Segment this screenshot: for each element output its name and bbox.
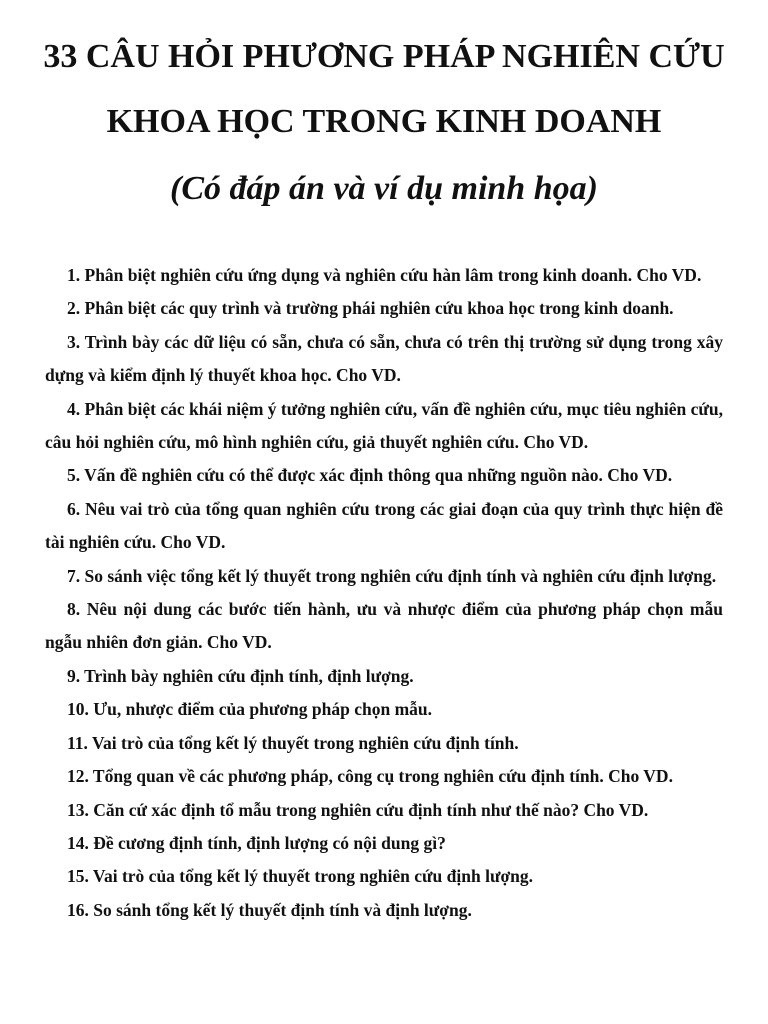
question-item-4: 4. Phân biệt các khái niệm ý tưởng nghiên cứu, vấn đề nghiên cứu, mục tiêu nghiên cứu, câu hỏi nghiên cứu, mô hình nghiên cứu, giả thuyết nghiên cứu. Cho VD.	[45, 398, 724, 453]
document-title-line-2: KHOA HỌC TRONG KINH DOANH	[106, 103, 662, 140]
question-item-16: 16. So sánh tổng kết lý thuyết định tính và định lượng.	[67, 899, 472, 920]
question-item-8: 8. Nêu nội dung các bước tiến hành, ưu và nhược điểm của phương pháp chọn mẫu ngẫu nhiên đơn giản. Cho VD.	[45, 599, 723, 653]
question-item-2: 2. Phân biệt các quy trình và trường phái nghiên cứu khoa học trong kinh doanh.	[67, 298, 674, 319]
question-item-6: 6. Nêu vai trò của tổng quan nghiên cứu trong các giai đoạn của quy trình thực hiện đề tài nghiên cứu. Cho VD.	[45, 498, 723, 553]
question-item-3: 3. Trình bày các dữ liệu có sẵn, chưa có sẵn, chưa có trên thị trường sử dụng trong xây dựng và kiểm định lý thuyết khoa học. Cho VD.	[45, 331, 723, 386]
document-title-line-1: 33 CÂU HỎI PHƯƠNG PHÁP NGHIÊN CỨU	[43, 38, 725, 75]
question-item-15: 15. Vai trò của tổng kết lý thuyết trong nghiên cứu định lượng.	[67, 866, 533, 887]
question-item-7: 7. So sánh việc tổng kết lý thuyết trong nghiên cứu định tính và nghiên cứu định lượng.	[67, 565, 717, 586]
document-subtitle: (Có đáp án và ví dụ minh họa)	[170, 170, 598, 207]
question-list	[45, 259, 723, 927]
question-item-12: 12. Tổng quan về các phương pháp, công cụ trong nghiên cứu định tính. Cho VD.	[67, 766, 673, 787]
question-item-11: 11. Vai trò của tổng kết lý thuyết trong nghiên cứu định tính.	[67, 732, 519, 753]
question-item-9: 9. Trình bày nghiên cứu định tính, định lượng.	[67, 665, 414, 686]
question-item-13: 13. Căn cứ xác định tổ mẫu trong nghiên cứu định tính như thế nào? Cho VD.	[67, 799, 649, 820]
question-item-5: 5. Vấn đề nghiên cứu có thể được xác định thông qua những nguồn nào. Cho VD.	[67, 465, 673, 486]
question-item-14: 14. Đề cương định tính, định lượng có nội dung gì?	[67, 832, 446, 853]
question-item-1: 1. Phân biệt nghiên cứu ứng dụng và nghiên cứu hàn lâm trong kinh doanh. Cho VD.	[67, 265, 702, 285]
question-item-10: 10. Ưu, nhược điểm của phương pháp chọn mẫu.	[67, 699, 433, 720]
